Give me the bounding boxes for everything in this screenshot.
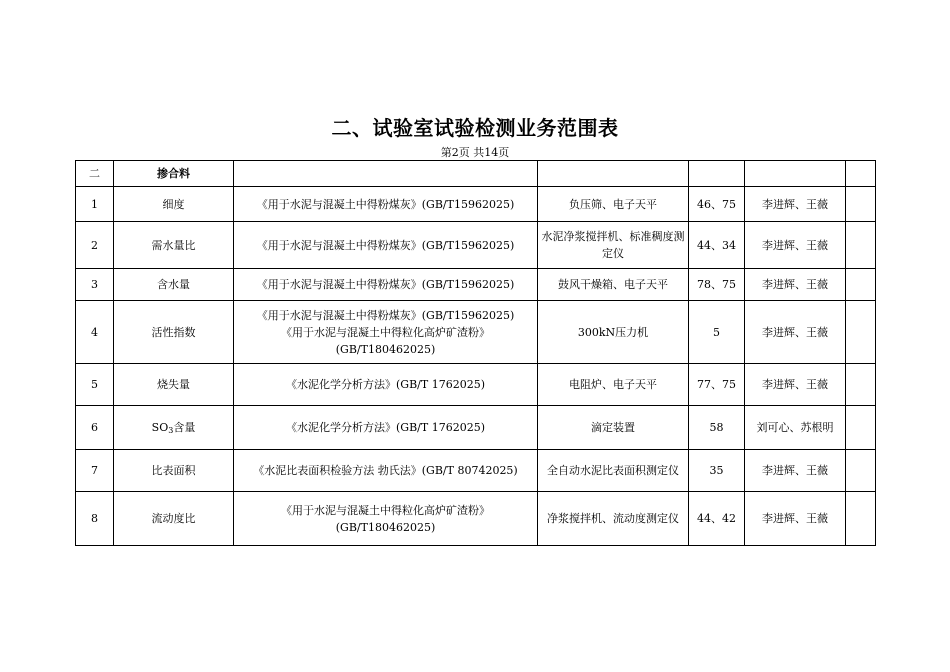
row-number: 1	[76, 187, 114, 222]
personnel-cell: 李进辉、王薇	[745, 269, 846, 301]
personnel-cell: 李进辉、王薇	[745, 301, 846, 364]
test-item-prefix: SO	[151, 421, 169, 434]
standard-line: 《用于水泥与混凝土中得粒化高炉矿渣粉》	[281, 503, 490, 517]
table-row	[76, 450, 876, 492]
page-indicator: 第2页 共14页	[440, 146, 510, 159]
empty-cell	[538, 161, 689, 187]
row-number: 7	[76, 450, 114, 492]
standard-line: 《用于水泥与混凝土中得粉煤灰》(GB/T15962025)	[256, 197, 515, 211]
section-header-row	[76, 161, 876, 187]
standard-line: 《用于水泥与混凝土中得粉煤灰》(GB/T15962025)	[256, 308, 515, 322]
equipment-cell: 全自动水泥比表面积测定仪	[538, 450, 689, 492]
empty-cell	[846, 301, 876, 364]
standard-cell	[234, 364, 538, 406]
personnel-cell: 刘可心、苏根明	[745, 406, 846, 450]
test-item-subscript: 3	[168, 426, 174, 435]
table-row	[76, 187, 876, 222]
standard-cell	[234, 269, 538, 301]
equipment-cell: 300kN压力机	[538, 301, 689, 364]
standard-line: 《水泥化学分析方法》(GB/T 1762025)	[286, 421, 485, 434]
test-item: 细度	[114, 187, 234, 222]
empty-cell	[846, 492, 876, 546]
test-item: 需水量比	[114, 222, 234, 269]
empty-cell	[846, 450, 876, 492]
standard-cell	[234, 492, 538, 546]
test-item: 比表面积	[114, 450, 234, 492]
row-number: 2	[76, 222, 114, 269]
equipment-number-cell: 78、75	[689, 269, 745, 301]
scope-table	[75, 160, 876, 546]
empty-cell	[689, 161, 745, 187]
test-item: 流动度比	[114, 492, 234, 546]
standard-line: 《用于水泥与混凝土中得粉煤灰》(GB/T15962025)	[256, 278, 515, 291]
section-name: 掺合料	[114, 161, 234, 187]
row-number: 4	[76, 301, 114, 364]
page-title: 二、试验室试验检测业务范围表	[331, 116, 619, 140]
standard-line: (GB/T180462025)	[335, 520, 436, 534]
section-number: 二	[76, 161, 114, 187]
empty-cell	[745, 161, 846, 187]
standard-cell	[234, 406, 538, 450]
personnel-cell: 李进辉、王薇	[745, 450, 846, 492]
row-number: 5	[76, 364, 114, 406]
equipment-number-cell: 35	[689, 450, 745, 492]
personnel-cell: 李进辉、王薇	[745, 222, 846, 269]
table-row	[76, 406, 876, 450]
table-row	[76, 301, 876, 364]
test-item: 含水量	[114, 269, 234, 301]
row-number: 8	[76, 492, 114, 546]
empty-cell	[846, 406, 876, 450]
standard-line: 《水泥比表面积检验方法 勃氏法》(GB/T 80742025)	[253, 464, 518, 477]
table-row	[76, 222, 876, 269]
test-item	[114, 406, 234, 450]
empty-cell	[846, 187, 876, 222]
empty-cell	[234, 161, 538, 187]
standard-line: 《用于水泥与混凝土中得粉煤灰》(GB/T15962025)	[256, 238, 515, 252]
standard-cell	[234, 187, 538, 222]
table-row	[76, 492, 876, 546]
standard-line: 《用于水泥与混凝土中得粒化高炉矿渣粉》	[281, 325, 490, 339]
equipment-number-cell: 46、75	[689, 187, 745, 222]
equipment-cell: 鼓风干燥箱、电子天平	[538, 269, 689, 301]
equipment-number-cell: 44、34	[689, 222, 745, 269]
empty-cell	[846, 161, 876, 187]
standard-cell	[234, 301, 538, 364]
equipment-number-cell: 58	[689, 406, 745, 450]
row-number: 3	[76, 269, 114, 301]
equipment-number-cell: 44、42	[689, 492, 745, 546]
equipment-number-cell: 77、75	[689, 364, 745, 406]
equipment-cell: 滴定装置	[538, 406, 689, 450]
test-item: 活性指数	[114, 301, 234, 364]
personnel-cell: 李进辉、王薇	[745, 492, 846, 546]
empty-cell	[846, 222, 876, 269]
equipment-cell: 负压筛、电子天平	[538, 187, 689, 222]
row-number: 6	[76, 406, 114, 450]
test-item-suffix: 含量	[173, 421, 196, 434]
personnel-cell: 李进辉、王薇	[745, 187, 846, 222]
equipment-cell: 净浆搅拌机、流动度测定仪	[538, 492, 689, 546]
equipment-number-cell: 5	[689, 301, 745, 364]
equipment-cell: 水泥净浆搅拌机、标准稠度测定仪	[538, 222, 689, 269]
table-row	[76, 364, 876, 406]
test-item: 烧失量	[114, 364, 234, 406]
standard-line: (GB/T180462025)	[335, 342, 436, 356]
standard-line: 《水泥化学分析方法》(GB/T 1762025)	[286, 378, 485, 391]
standard-cell	[234, 450, 538, 492]
standard-cell	[234, 222, 538, 269]
equipment-cell: 电阻炉、电子天平	[538, 364, 689, 406]
empty-cell	[846, 364, 876, 406]
table-row	[76, 269, 876, 301]
empty-cell	[846, 269, 876, 301]
personnel-cell: 李进辉、王薇	[745, 364, 846, 406]
